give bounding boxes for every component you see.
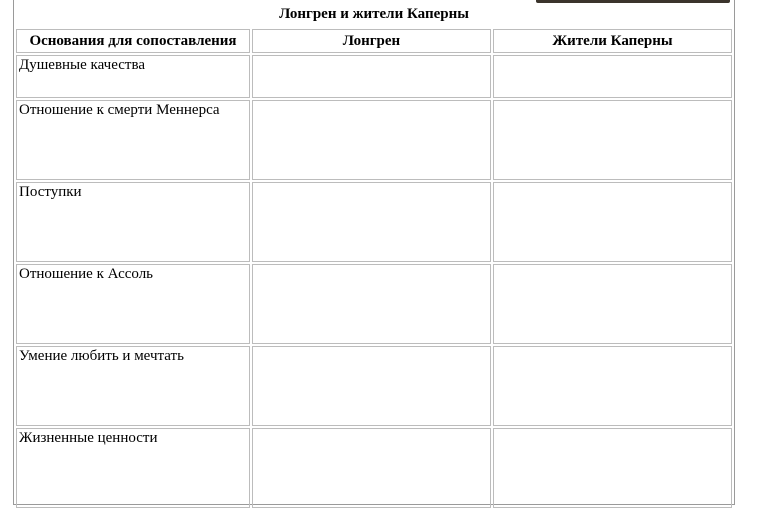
- residents-cell[interactable]: [493, 55, 732, 98]
- longren-cell[interactable]: [252, 428, 491, 508]
- table-row: [16, 100, 732, 180]
- criterion-cell: Душевные качества: [16, 55, 250, 98]
- table-row: [16, 182, 732, 262]
- longren-cell[interactable]: [252, 182, 491, 262]
- criterion-cell: Отношение к Ассоль: [16, 264, 250, 344]
- header-residents: Жители Каперны: [493, 29, 732, 53]
- table-title: Лонгрен и жители Каперны: [279, 6, 469, 22]
- criterion-cell: Отношение к смерти Меннерса: [16, 100, 250, 180]
- criterion-cell: Поступки: [16, 182, 250, 262]
- residents-cell[interactable]: [493, 428, 732, 508]
- table-row: [16, 55, 732, 98]
- table-row: [16, 428, 732, 508]
- longren-cell[interactable]: [252, 346, 491, 426]
- header-criteria: Основания для сопоставления: [16, 29, 250, 53]
- header-longren: Лонгрен: [252, 29, 491, 53]
- residents-cell[interactable]: [493, 264, 732, 344]
- criterion-cell: Жизненные ценности: [16, 428, 250, 508]
- longren-cell[interactable]: [252, 55, 491, 98]
- table-header-row: [16, 29, 732, 53]
- longren-cell[interactable]: [252, 100, 491, 180]
- table-row: [16, 346, 732, 426]
- comparison-table: [14, 27, 734, 510]
- longren-cell[interactable]: [252, 264, 491, 344]
- criterion-cell: Умение любить и мечтать: [16, 346, 250, 426]
- residents-cell[interactable]: [493, 346, 732, 426]
- table-row: [16, 264, 732, 344]
- residents-cell[interactable]: [493, 182, 732, 262]
- residents-cell[interactable]: [493, 100, 732, 180]
